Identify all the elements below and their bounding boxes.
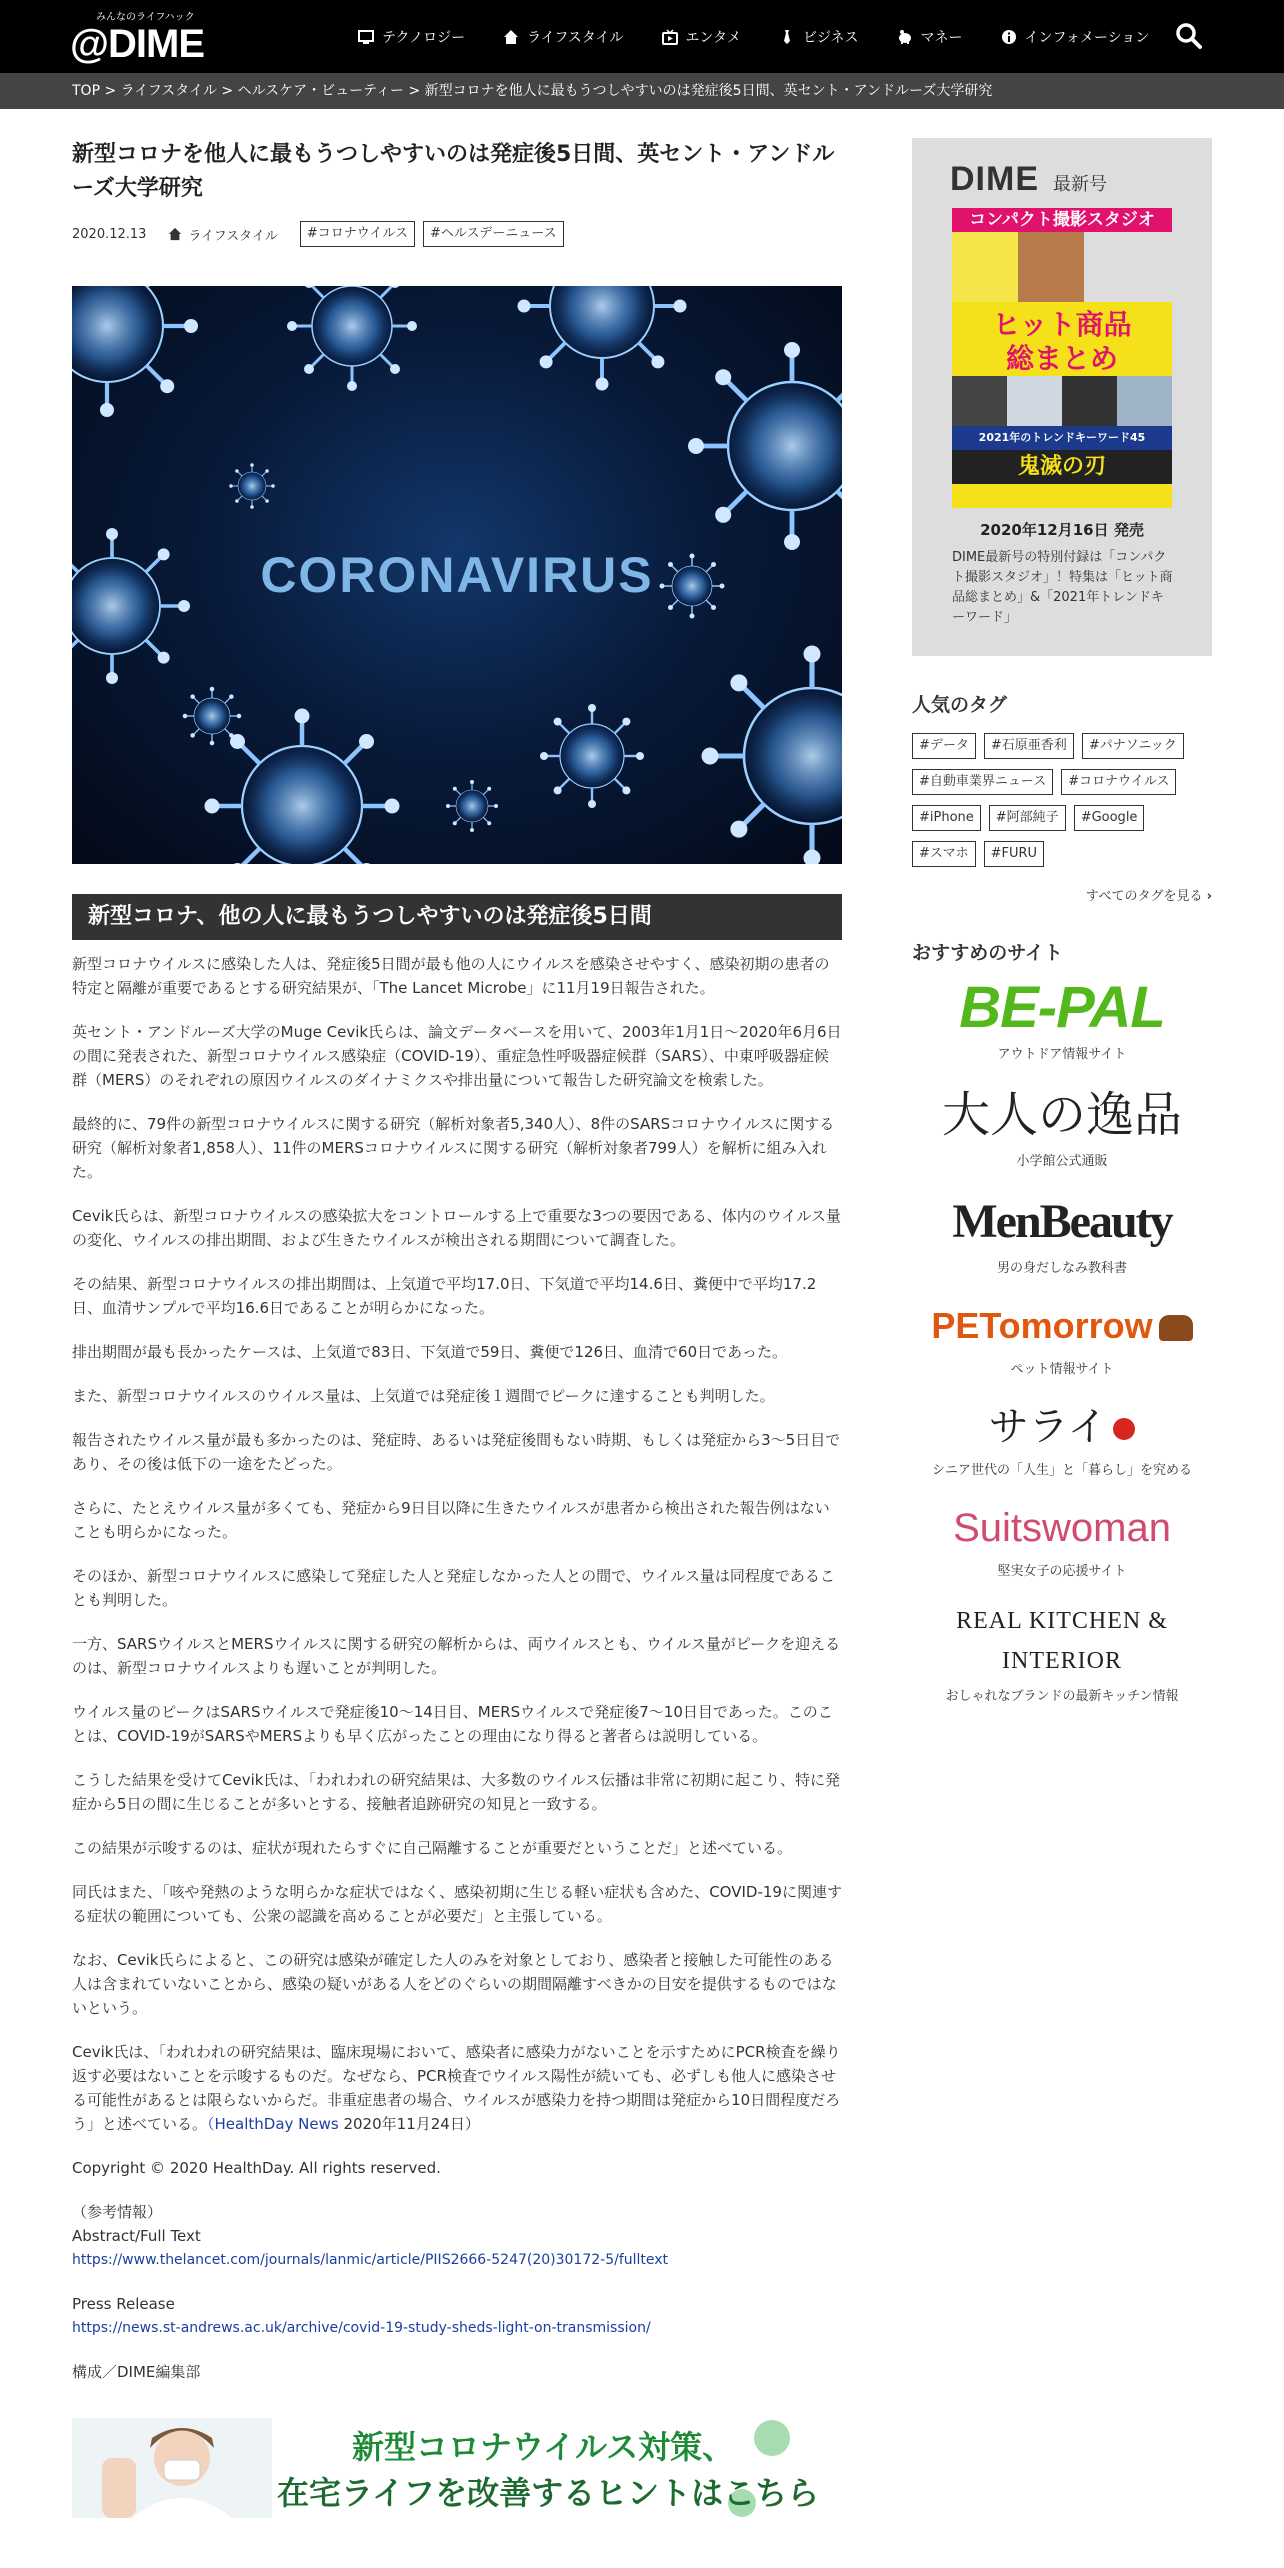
tag-link[interactable]: #石原亜香利: [984, 733, 1074, 759]
nav-label: エンタメ: [685, 30, 741, 46]
tag-link[interactable]: #コロナウイルス: [1061, 769, 1176, 795]
paragraph: その結果、新型コロナウイルスの排出期間は、上気道で平均17.0日、下気道で平均14.6日、糞便中で平均17.2日、血清サンプルで平均16.6日であることが明らかになった。: [72, 1275, 817, 1317]
paragraph: そのほか、新型コロナウイルスに感染して発症した人と発症しなかった人との間で、ウイルス量は同程度であることも判明した。: [72, 1567, 835, 1609]
article-tag[interactable]: #ヘルスデーニュース: [423, 221, 564, 247]
reference-block: [72, 2200, 842, 2272]
site-bepal[interactable]: [912, 977, 1212, 1062]
article-meta: [72, 220, 842, 248]
reference-label: （参考情報）: [72, 2203, 163, 2221]
paragraph: また、新型コロナウイルスのウイルス量は、上気道では発症後１週間でピークに達することも判明した。: [72, 1387, 775, 1405]
site-caption: 小学館公式通販: [1016, 1154, 1108, 1169]
banner-ad[interactable]: [72, 2418, 842, 2518]
all-tags-label: すべてのタグを見る: [1085, 889, 1203, 904]
press-label: Press Release: [72, 2295, 175, 2313]
press-link[interactable]: https://news.st-andrews.ac.uk/archive/covid-19-study-sheds-light-on-transmission/: [72, 2320, 651, 2336]
nav-lifestyle[interactable]: [503, 24, 623, 50]
ad-line-2: 在宅ライフを改善するヒントはこちら: [277, 2474, 820, 2512]
tag-link[interactable]: #スマホ: [912, 841, 976, 867]
cover-subtitle: 総まとめ: [952, 342, 1172, 376]
cover-photo-row: [952, 232, 1172, 302]
cover-headline: コンパクト撮影スタジオ: [952, 208, 1172, 232]
popular-tags: [912, 733, 1212, 867]
magazine-cover[interactable]: [952, 208, 1172, 508]
site-caption: おしゃれなブランドの最新キッチン情報: [945, 1689, 1179, 1704]
otona-logo: 大人の逸品: [941, 1087, 1182, 1143]
article-date: 2020.12.13: [72, 226, 147, 242]
dog-icon: [1159, 1315, 1193, 1341]
site-otona[interactable]: [912, 1084, 1212, 1169]
main-nav: [358, 24, 1149, 50]
nav-technology[interactable]: [358, 24, 465, 50]
ad-line-1: 新型コロナウイルス対策、: [352, 2428, 735, 2466]
petomorrow-text: PETomorrow: [931, 1305, 1153, 1346]
cover-photo-row-2: [952, 376, 1172, 426]
all-tags-link[interactable]: [912, 885, 1212, 904]
release-date: 2020年12月16日 発売: [980, 521, 1144, 539]
tag-link[interactable]: #Google: [1074, 805, 1145, 831]
breadcrumb-text: TOP > ライフスタイル > ヘルスケア・ビューティー > 新型コロナを他人に最もうつしやすいのは発症後5日間、英セント・アンドルーズ大学研究: [72, 83, 993, 99]
site-caption: アウトドア情報サイト: [997, 1047, 1127, 1062]
paragraph: なお、Cevik氏らによると、この研究は感染が確定した人のみを対象としており、感染者と接触した可能性のある人は含まれていないことから、感染の疑いがある人をどのぐらいの期間隔離すべきかの目安を提供するものではないという。: [72, 1951, 837, 2017]
tag-link[interactable]: #iPhone: [912, 805, 981, 831]
site-header: [0, 0, 1284, 73]
suitswoman-logo: [912, 1500, 1212, 1556]
paragraph: さらに、たとえウイルス量が多くても、発症から9日目以降に生きたウイルスが患者から検出された報告例はないことも明らかになった。: [72, 1499, 830, 1541]
nav-business[interactable]: [779, 24, 859, 50]
nav-label: ライフスタイル: [527, 30, 624, 46]
copyright: Copyright © 2020 HealthDay. All rights reserved.: [72, 2159, 441, 2177]
nav-label: インフォメーション: [1024, 30, 1150, 46]
paragraph: 最終的に、79件の新型コロナウイルスに関する研究（解析対象者5,340人）、8件のSARSコロナウイルスに関する研究（解析対象者1,858人）、11件のMERSコロナウイルスに関する研究（解析対象者799人）を解析に組み入れた。: [72, 1115, 835, 1181]
bepal-logo: BE-PAL: [959, 975, 1165, 1040]
cover-title: ヒット商品: [952, 308, 1172, 342]
paragraph: 新型コロナウイルスに感染した人は、発症後5日間が最も他の人にウイルスを感染させやすく、感染初期の患者の特定と隔離が重要であるとする研究結果が、「The Lancet Microbe」に11月19日報告された。: [72, 955, 830, 997]
article: [72, 138, 842, 2518]
home-icon: [168, 227, 182, 241]
search-icon[interactable]: [1175, 22, 1203, 50]
piggybank-icon: [897, 29, 913, 45]
jp-badge-icon: [1113, 1418, 1135, 1440]
nav-label: マネー: [920, 30, 963, 46]
tv-icon: [662, 29, 678, 45]
editor-credit: 構成／DIME編集部: [72, 2363, 201, 2381]
info-icon: [1001, 29, 1017, 45]
paragraph: ウイルス量のピークはSARSウイルスで発症後10～14日目、MERSウイルスで発症後7～10日目であった。このことは、COVID-19がSARSやMERSよりも早く広がったことの理由になり得ると著者らは説明している。: [72, 1703, 833, 1745]
paragraph: Cevik氏らは、新型コロナウイルスの感染拡大をコントロールする上で重要な3つの要因である、体内のウイルス量の変化、ウイルスの排出期間、および生きたウイルスが検出される期間について調査した。: [72, 1207, 841, 1249]
site-petomorrow[interactable]: [912, 1298, 1212, 1377]
article-title: 新型コロナを他人に最もうつしやすいのは発症後5日間、英セント・アンドルーズ大学研究: [72, 142, 835, 201]
source-date: 2020年11月24日）: [338, 2115, 480, 2133]
abstract-label: Abstract/Full Text: [72, 2227, 201, 2245]
article-category[interactable]: [168, 225, 277, 244]
magazine-box[interactable]: [912, 138, 1212, 656]
site-realkitchen[interactable]: [912, 1601, 1212, 1704]
sarai-text: サライ: [988, 1404, 1108, 1450]
tie-icon: [779, 29, 795, 45]
press-block: [72, 2292, 842, 2340]
logo-text: @DIME: [70, 22, 205, 66]
latest-issue-label: 最新号: [1053, 174, 1107, 195]
nav-label: テクノロジー: [382, 30, 466, 46]
site-logo[interactable]: [70, 8, 220, 64]
paragraph: 英セント・アンドルーズ大学のMuge Cevik氏らは、論文データベースを用いて、2003年1月1日～2020年6月6日の間に発表された、新型コロナウイルス感染症（COVID-19）、重症急性呼吸器症候群（SARS）、中東呼吸器症候群（MERS）のそれぞれの原因ウイルスのダイナミクスや排出量について報告した研究論文を検索した。: [72, 1023, 842, 1089]
paragraph: 一方、SARSウイルスとMERSウイルスに関する研究の解析からは、両ウイルスとも、ウイルス量がピークを迎えるのは、新型コロナウイルスよりも遅いことが判明した。: [72, 1635, 841, 1677]
logo-tagline: みんなのライフハック: [96, 12, 195, 23]
nav-label: ビジネス: [802, 30, 859, 46]
cover-keyword: 2021年のトレンドキーワード45: [952, 426, 1172, 450]
paragraph-last: [72, 2040, 842, 2136]
site-menbeauty[interactable]: [912, 1191, 1212, 1276]
recommended-sites-heading: おすすめのサイト: [912, 942, 1063, 964]
site-caption: 堅実女子の応援サイト: [997, 1564, 1127, 1579]
menbeauty-logo: MenBeauty: [952, 1195, 1172, 1248]
magazine-description: DIME最新号の特別付録は「コンパクト撮影スタジオ」！特集は「ヒット商品総まとめ」&「2021年トレンドキーワード」: [952, 550, 1173, 625]
category-label: ライフスタイル: [188, 228, 278, 244]
abstract-link[interactable]: https://www.thelancet.com/journals/lanmic/article/PIIS2666-5247(20)30172-5/fulltext: [72, 2252, 669, 2268]
hero-text: CORONAVIRUS: [260, 547, 654, 603]
chevron-right-icon: ›: [1206, 889, 1212, 904]
home-icon: [503, 29, 519, 45]
article-subheading: 新型コロナ、他の人に最もうつしやすいのは発症後5日間: [72, 894, 842, 940]
site-caption: ペット情報サイト: [1010, 1362, 1114, 1377]
nav-information[interactable]: [1001, 24, 1150, 50]
sidebar: [912, 138, 1212, 1704]
nav-money[interactable]: [897, 24, 963, 50]
dime-logo: DIME: [950, 160, 1039, 198]
petomorrow-logo: [931, 1298, 1192, 1354]
sarai-logo: [912, 1399, 1212, 1455]
paragraph: 同氏はまた、「咳や発熱のような明らかな症状ではなく、感染初期に生じる軽い症状も含めた、COVID-19に関連する症状の範囲についても、公衆の認識を高めることが必要だ」と主張している。: [72, 1883, 842, 1925]
tag-link[interactable]: #FURU: [984, 841, 1044, 867]
magazine-header: [950, 160, 1107, 199]
site-sarai[interactable]: [912, 1399, 1212, 1478]
site-caption: 男の身だしなみ教科書: [996, 1261, 1127, 1276]
paragraph: 報告されたウイルス量が最も多かったのは、発症時、あるいは発症後間もない時期、もしくは発症から3～5日目であり、その後は低下の一途をたどった。: [72, 1431, 841, 1473]
cover-kimetsu: 鬼滅の刃: [952, 450, 1172, 484]
tag-link[interactable]: #パナソニック: [1082, 733, 1184, 759]
tag-link[interactable]: #阿部純子: [989, 805, 1066, 831]
tag-link[interactable]: #自動車業界ニュース: [912, 769, 1053, 795]
site-caption: シニア世代の「人生」と「暮らし」を究める: [931, 1463, 1192, 1478]
healthday-link[interactable]: （HealthDay News: [207, 2115, 339, 2133]
realkitchen-logo: REAL KITCHEN & INTERIOR: [956, 1608, 1168, 1674]
breadcrumb[interactable]: [0, 73, 1284, 109]
hero-image: [72, 286, 842, 864]
popular-tags-heading: 人気のタグ: [912, 694, 1008, 716]
paragraph-text: Cevik氏は、「われわれの研究結果は、臨床現場において、感染者に感染力がないことを示すためにPCR検査を繰り返す必要はないことを示唆するものだ。なぜなら、PCR検査でウイルス陽性が続いても、必ずしも他人に感染させる可能性があるとは限らないからだ。非重症患者の場合、ウイルスが感染力を持つ期間は発症から10日間程度だろう」と述べている。: [72, 2043, 841, 2133]
nav-entertainment[interactable]: [662, 24, 741, 50]
monitor-icon: [358, 29, 374, 45]
tag-link[interactable]: #データ: [912, 733, 976, 759]
site-suitswoman[interactable]: [912, 1500, 1212, 1579]
article-tag[interactable]: #コロナウイルス: [300, 221, 415, 247]
doctor-image: [72, 2418, 272, 2518]
suitswoman-text: Suitswoman: [953, 1506, 1171, 1550]
paragraph: この結果が示唆するのは、症状が現れたらすぐに自己隔離することが重要だということだ」と述べている。: [72, 1839, 793, 1857]
paragraph: 排出期間が最も長かったケースは、上気道で83日、下気道で59日、糞便で126日、血清で60日であった。: [72, 1343, 787, 1361]
article-body: [72, 952, 842, 2384]
paragraph: こうした結果を受けてCevik氏は、「われわれの研究結果は、大多数のウイルス伝播は非常に初期に起こり、特に発症から5日の間に生じることが多いとする、接触者追跡研究の知見と一致する。: [72, 1771, 841, 1813]
